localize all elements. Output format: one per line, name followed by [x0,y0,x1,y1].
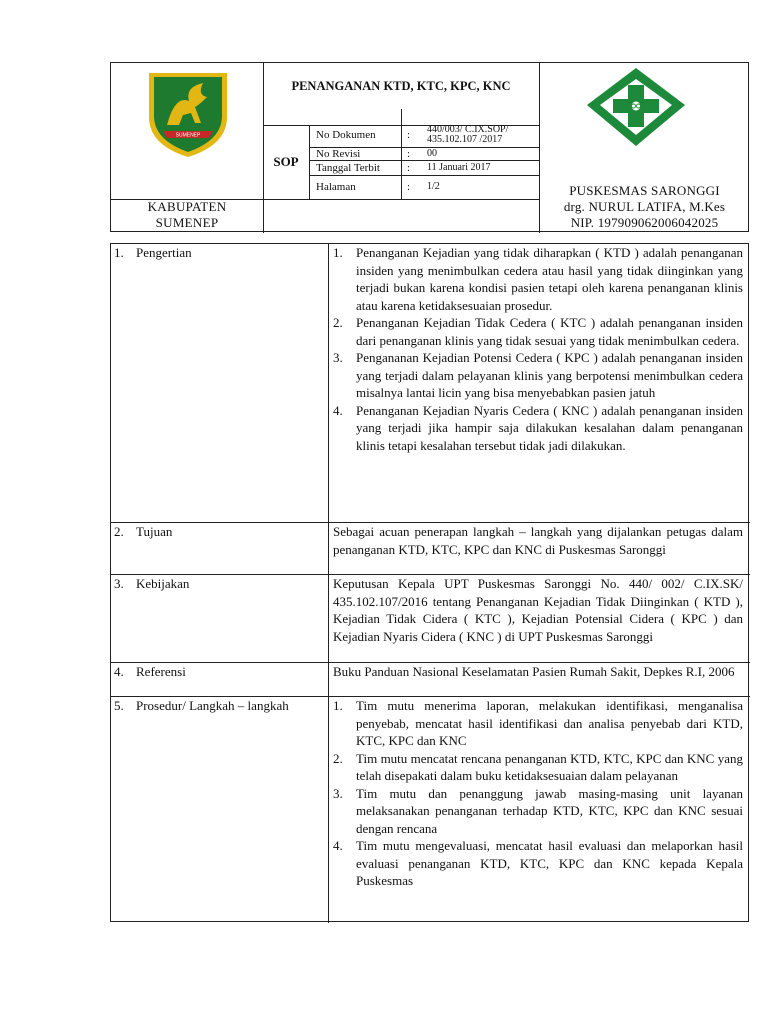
list-item: 4. Tim mutu mengevaluasi, mencatat hasil evaluasi dan melaporkan hasil evaluasi penanganan KTD, KTC, KPC dan KNC kepada Kepala Puskesmas [333,838,743,888]
sop-header [110,62,749,232]
meta-value-doc-number: 440/003/ C.IX.SOP/ 435.102.107 /2017 [427,124,509,145]
meta-colon: : [407,181,411,193]
meta-label-page: Halaman [316,181,356,193]
section-label-referensi: 4. Referensi [114,664,186,679]
sumenep-regency-logo [145,65,231,159]
section-body-referensi: Buku Panduan Nasional Keselamatan Pasien Rumah Sakit, Depkes R.I, 2006 [333,664,735,679]
document-title: PENANGANAN KTD, KTC, KPC, KNC [291,79,511,93]
column-divider [328,244,329,923]
head-nip: NIP. 197909062006042025 [570,215,719,230]
divider [309,175,539,176]
list-item: 4. Penanganan Kejadian Nyaris Cedera ( KNC ) adalah penanganan insiden yang terjadi jika hampir saja dilakukan kesalahan dalam penanganan klinis tetapi kesalahan tersebut tidak jadi dilakukan. [333,402,743,453]
meta-value-revision: 00 [427,148,437,159]
org-name: PUSKESMAS SARONGGI [569,183,720,198]
meta-colon: : [407,129,411,141]
section-label-prosedur: 5. Prosedur/ Langkah – langkah [114,698,289,713]
meta-value-issue-date: 11 Januari 2017 [427,162,491,173]
meta-label-doc-number: No Dokumen [316,129,376,141]
list-item: 1. Penanganan Kejadian yang tidak diharapkan ( KTD ) adalah penanganan insiden yang menimbulkan cedera atau hasil yang tidak diinginkan yang terjadi bukan karena kondisi pasien tetapi oleh karena penanganan klinis atau karena ketidaksesuaian prosedur. [333,245,743,313]
section-body-tujuan: Sebagai acuan penerapan langkah – langkah yang dijalankan petugas dalam penanganan KTD, KTC, KPC dan KNC di Puskesmas Saronggi [333,524,743,557]
list-item: 1. Tim mutu menerima laporan, melakukan identifikasi, menganalisa penyebab, mencatat hasil identifikasi dan analisa penyebab dari KTD, KTC, KPC dan KNC [333,698,743,748]
section-body-pengertian [333,244,743,454]
section-body-prosedur [333,697,743,890]
list-item: 2. Tim mutu mencatat rencana penanganan KTD, KTC, KPC dan KNC yang telah disepakati dalam buku ketidaksesuaian dalam pelayanan [333,750,743,783]
meta-colon: : [407,162,411,174]
head-name: drg. NURUL LATIFA, M.Kes [563,199,726,214]
divider [309,125,310,199]
divider [309,160,539,161]
section-label-tujuan: 2. Tujuan [114,524,173,539]
regency-name: KABUPATEN SUMENEP [147,199,227,230]
list-item: 3. Tim mutu dan penanggung jawab masing-masing unit layanan melaksanakan penanganan terhadap KTD, KTC, KPC dan KNC sesuai dengan rencana [333,785,743,836]
meta-colon: : [407,148,411,160]
list-item: 3. Pengananan Kejadian Potensi Cedera ( KPC ) adalah penanganan insiden yang terjadi dalam pelayanan klinis yang berpotensi menimbulkan cedera misalnya lantai licin yang bisa menyebabkan pasien jatuh [333,350,743,400]
meta-label-issue-date: Tanggal Terbit [316,162,380,174]
meta-value-page: 1/2 [427,181,440,192]
section-label-kebijakan: 3. Kebijakan [114,576,190,591]
section-body-kebijakan: Keputusan Kepala UPT Puskesmas Saronggi No. 440/ 002/ C.IX.SK/ 435.102.107/2016 tentang Penanganan Kejadian Tidak Diinginkan ( KTD ), Kejadian Tidak Cidera ( KTC ), Kejadian Potensial Cidera ( KPC ) dan Kejadian Nyaris Cidera ( KNC ) di UPT Puskesmas Saronggi [333,576,743,644]
divider [401,109,402,199]
sop-content-table [110,243,749,922]
organization-block [539,183,750,231]
list-item: 2. Penanganan Kejadian Tidak Cedera ( KTC ) adalah penanganan insiden dari penanganan klinis yang tidak sesuai yang tidak menimbulkan cedera. [333,315,743,348]
meta-label-revision: No Revisi [316,148,361,160]
puskesmas-logo [584,65,688,149]
sop-label: SOP [273,154,299,169]
logo-ribbon-text: SUMENEP [175,132,201,139]
section-label-pengertian: 1. Pengertian [114,245,192,260]
